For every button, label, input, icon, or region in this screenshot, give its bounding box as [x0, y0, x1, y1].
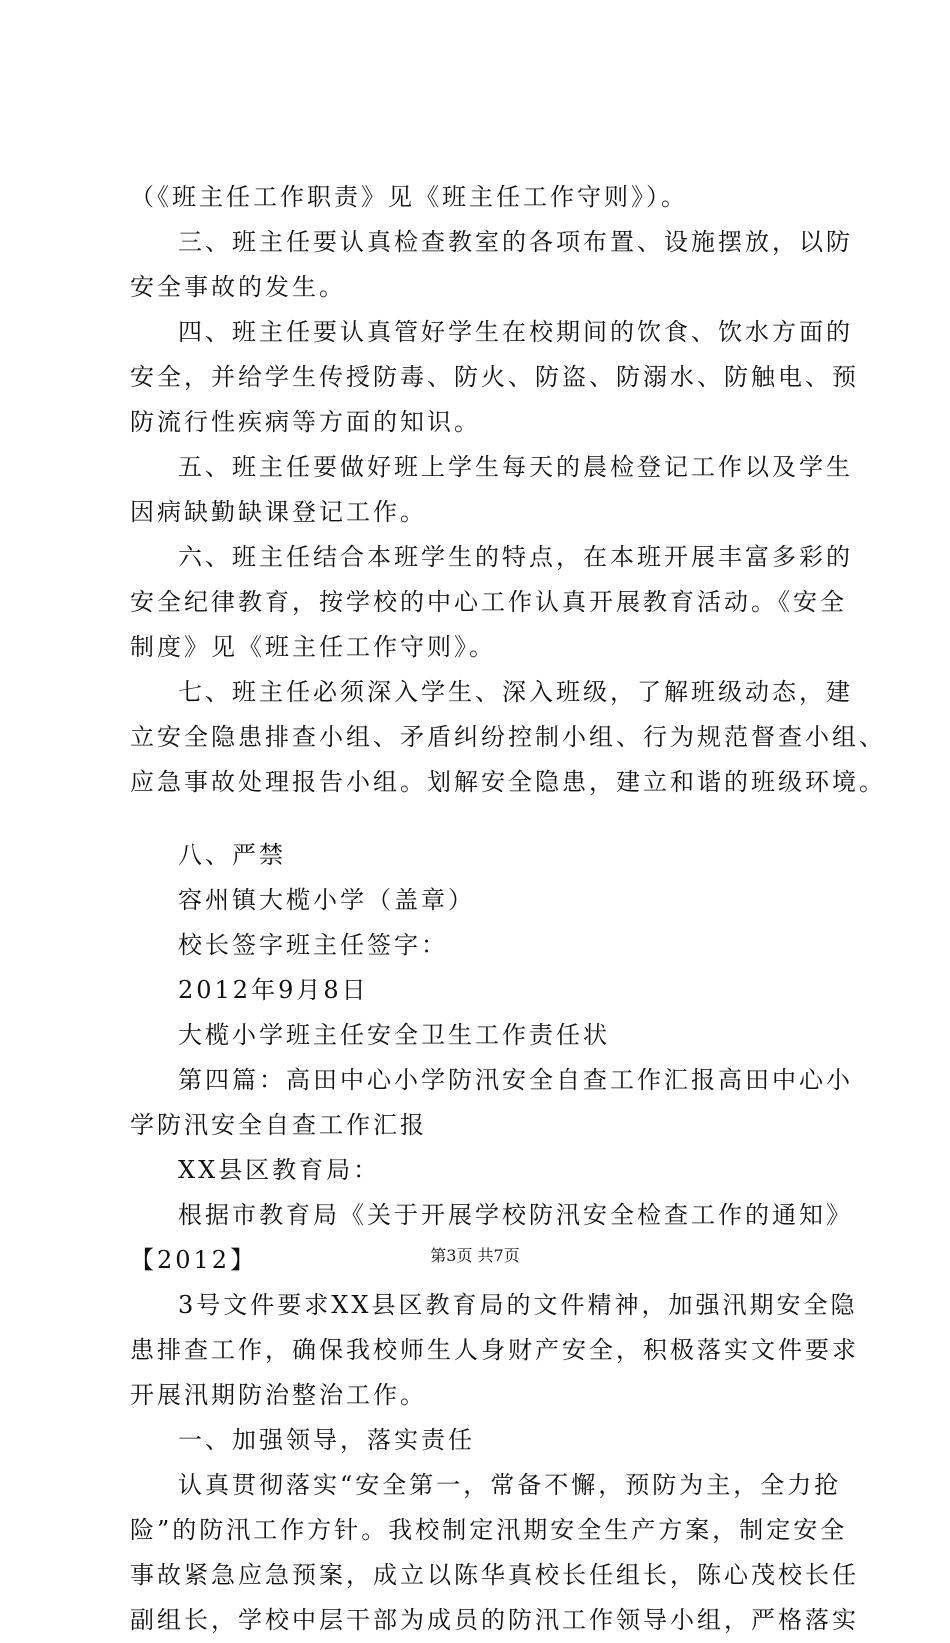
paragraph-line: 开展汛期防治整治工作。: [130, 1381, 427, 1409]
page-number-footer: 第3页 共7页: [430, 1246, 520, 1265]
paragraph-line: （《班主任工作职责》见《班主任工作守则》）。: [130, 183, 688, 211]
paragraph-line: 事故紧急应急预案，成立以陈华真校长任组长，陈心茂校长任: [130, 1561, 859, 1589]
paragraph-line: 一、加强领导，落实责任: [178, 1426, 475, 1454]
document-section-top: [130, 175, 886, 805]
paragraph-line: 认真贯彻落实“安全第一，常备不懈，预防为主，全力抢: [178, 1471, 842, 1499]
paragraph-line: 防流行性疾病等方面的知识。: [130, 408, 481, 436]
paragraph-line: 2012年9月8日: [178, 976, 369, 1004]
paragraph-line: 容州镇大榄小学（盖章）: [178, 886, 475, 914]
paragraph-line: 因病缺勤缺课登记工作。: [130, 498, 427, 526]
paragraph-line: 副组长，学校中层干部为成员的防汛工作领导小组，严格落实: [130, 1606, 859, 1634]
paragraph-line: 安全，并给学生传授防毒、防火、防盗、防溺水、防触电、预: [130, 363, 859, 391]
paragraph-line: 立安全隐患排查小组、矛盾纠纷控制小组、行为规范督查小组、: [130, 723, 886, 751]
paragraph-line: 险”的防汛工作方针。我校制定汛期安全生产方案，制定安全: [130, 1516, 848, 1544]
paragraph-line: 三、班主任要认真检查教室的各项布置、设施摆放，以防: [178, 228, 853, 256]
paragraph-line: 患排查工作，确保我校师生人身财产安全，积极落实文件要求: [130, 1336, 859, 1364]
paragraph-line: 五、班主任要做好班上学生每天的晨检登记工作以及学生: [178, 453, 853, 481]
paragraph-line: 根据市教育局《关于开展学校防汛安全检查工作的通知》: [178, 1201, 853, 1229]
paragraph-line: 七、班主任必须深入学生、深入班级，了解班级动态，建: [178, 678, 853, 706]
paragraph-line: 校长签字班主任签字：: [178, 931, 448, 959]
paragraph-line: 八、严禁: [178, 841, 286, 869]
paragraph-line: 学防汛安全自查工作汇报: [130, 1111, 427, 1139]
paragraph-line: 制度》见《班主任工作守则》。: [130, 633, 496, 661]
paragraph-line: 第四篇：高田中心小学防汛安全自查工作汇报高田中心小: [178, 1066, 853, 1094]
paragraph-line: 六、班主任结合本班学生的特点，在本班开展丰富多彩的: [178, 543, 853, 571]
paragraph-line: 四、班主任要认真管好学生在校期间的饮食、饮水方面的: [178, 318, 853, 346]
paragraph-line: 安全事故的发生。: [130, 273, 346, 301]
paragraph-line: 【2012】: [130, 1246, 258, 1274]
document-body: [130, 175, 886, 1643]
paragraph-line: 安全纪律教育，按学校的中心工作认真开展教育活动。《安全: [130, 588, 847, 616]
paragraph-line: XX县区教育局：: [178, 1156, 381, 1184]
paragraph-line: 3号文件要求XX县区教育局的文件精神，加强汛期安全隐: [178, 1291, 858, 1319]
paragraph-gap: [130, 805, 850, 833]
paragraph-line: 应急事故处理报告小组。划解安全隐患，建立和谐的班级环境。: [130, 768, 886, 796]
paragraph-line: 大榄小学班主任安全卫生工作责任状: [178, 1021, 610, 1049]
document-section-bottom: [130, 833, 859, 1643]
